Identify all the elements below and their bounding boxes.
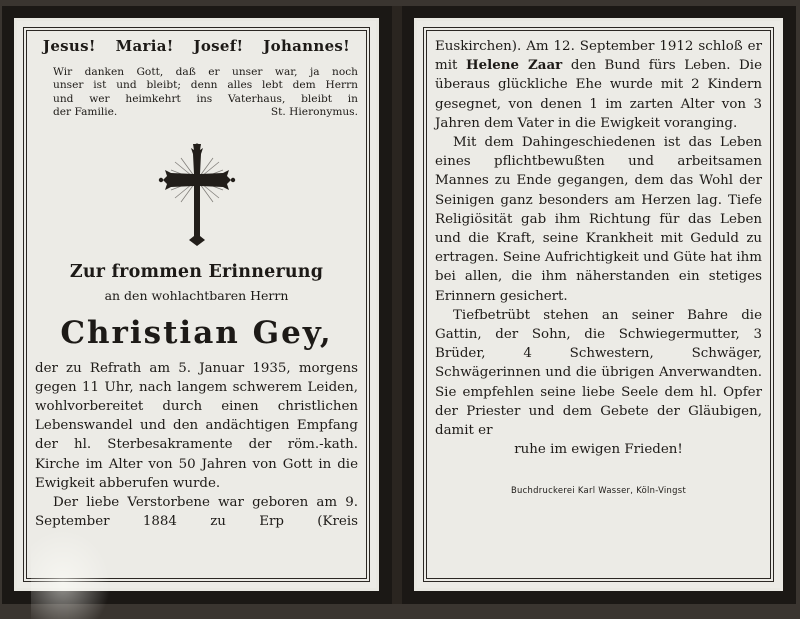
memorial-subheading: an den wohlachtbaren Herrn <box>104 287 289 303</box>
quote-line-2: unser ist und bleibt; denn alles lebt dem Herrn <box>53 79 358 92</box>
right-content <box>433 37 764 576</box>
invocation-line <box>33 37 360 55</box>
quote-line-3: und wer heimkehrt ins Vaterhaus, bleibt in <box>53 92 358 105</box>
invocation-johannes: Johannes! <box>263 37 351 55</box>
right-paragraph-2: Mit dem Dahingeschiedenen ist das Leben eines pflichtbewußten und arbeitsamen Mannes zu Ende gegangen, dem das Wohl der Seinigen ganz besonders am Herzen lag. Tiefe Religiösität gab ihm Richtung für das Leben und die Kraft, seine Krankheit mit Geduld zu ertragen. Seine Aufrichtigkeit und Güte hat ihm bei allen, die ihm näherstanden ein stetiges Erinnern gesichert. <box>435 135 762 304</box>
quote-line-1: Wir danken Gott, daß er unser war, ja noch <box>53 66 358 78</box>
right-paragraph-1-end: den Bund fürs Leben. Die überaus glückliche Ehe wurde mit 2 Kindern gesegnet, von denen 1 im zarten Alter von 3 Jahren dem Vater in die Ewigkeit voranging. <box>435 58 762 131</box>
right-paper <box>414 18 783 591</box>
quote-last: der Familie. <box>53 106 118 119</box>
cross-container <box>33 140 360 250</box>
left-content <box>33 35 360 576</box>
left-paragraph-2: Der liebe Verstorbene war geboren am 9. September 1884 zu Erp (Kreis <box>35 495 358 530</box>
left-paper <box>14 18 379 591</box>
hieronymus-quote <box>53 66 358 120</box>
quote-line-4 <box>53 106 358 119</box>
spouse-name: Helene Zaar <box>465 57 563 74</box>
memorial-heading: Zur frommen Erinnerung <box>69 261 324 282</box>
quote-source: St. Hieronymus. <box>270 106 358 119</box>
deceased-name: Christian Gey, <box>60 314 333 351</box>
printer-imprint: Buchdruckerei Karl Wasser, Köln-Vingst <box>510 485 687 496</box>
left-body-text <box>35 359 358 532</box>
right-body-text <box>435 37 762 459</box>
closing-line: ruhe im ewigen Frieden! <box>514 442 683 458</box>
invocation-josef: Josef! <box>193 37 244 55</box>
right-paragraph-1-start: Euskirchen). Am 12. September 1912 schloß er mit <box>435 39 762 74</box>
right-paragraph-1 <box>435 37 762 133</box>
left-paragraph-1: der zu Refrath am 5. Januar 1935, morgens gegen 11 Uhr, nach langem schwerem Leiden, wohlvorbereitet durch einen christlichen Lebenswandel und den andächtigen Empfang der hl. Sterbesakramente der röm.-kath. Kirche im Alter von 50 Jahren von Gott in die Ewigkeit abberufen wurde. <box>35 360 358 491</box>
right-page <box>402 6 796 604</box>
card-fold <box>392 6 402 604</box>
invocation-maria: Maria! <box>115 37 174 55</box>
invocation-jesus: Jesus! <box>42 37 96 55</box>
right-paragraph-3: Tiefbetrübt stehen an seiner Bahre die Gattin, der Sohn, die Schwiegermutter, 3 Brüder, 4 Schwestern, Schwäger, Schwägerinnen und die übrigen Anverwandten. Sie empfehlen seine liebe Seele dem hl. Opfer der Priester und dem Gebete der Gläubigen, damit er <box>435 307 762 439</box>
left-page <box>2 6 392 604</box>
cross-icon <box>157 140 237 250</box>
